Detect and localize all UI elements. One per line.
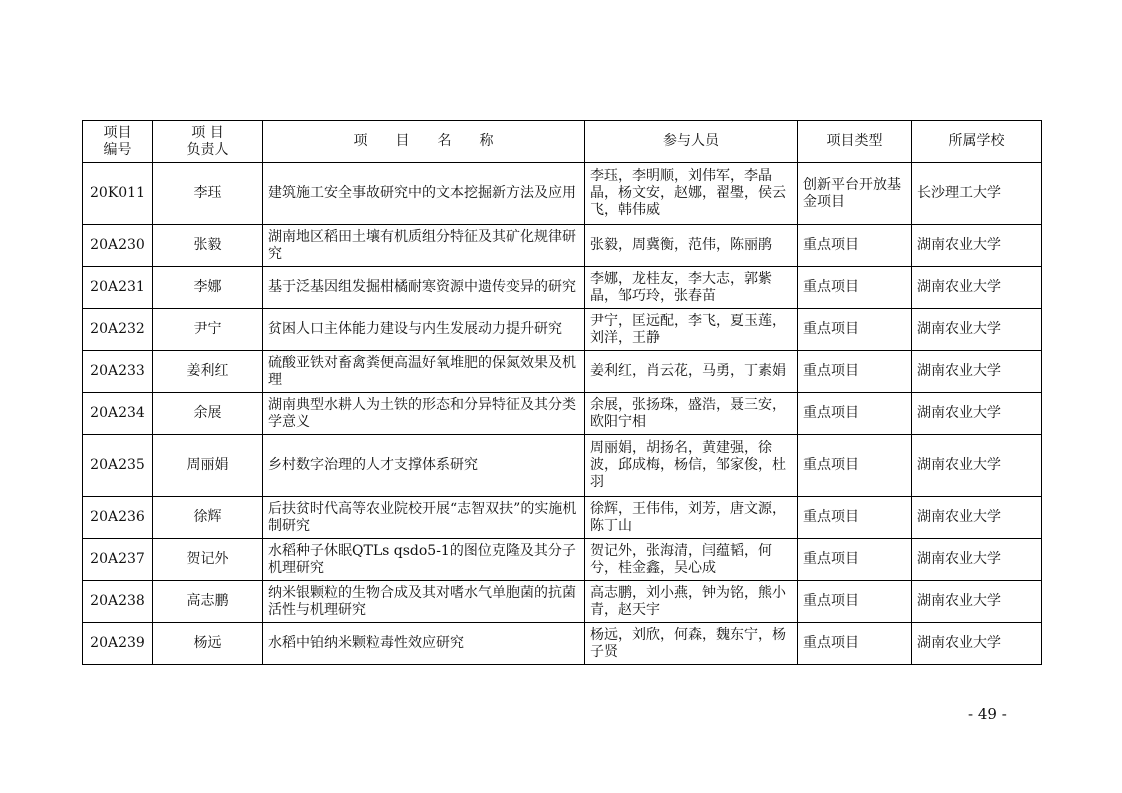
members-cell: 余展，张扬珠，盛浩，聂三安，欧阳宁相: [585, 393, 798, 435]
members-cell: 杨远，刘欣，何森，魏东宁，杨子贤: [585, 623, 798, 665]
project-type-cell: 创新平台开放基金项目: [798, 163, 912, 225]
project-id-cell: 20A239: [83, 623, 153, 665]
project-type-cell: 重点项目: [798, 309, 912, 351]
header-school: 所属学校: [912, 121, 1042, 163]
table-row: [83, 435, 1042, 497]
project-lead-cell: 周丽娟: [153, 435, 263, 497]
project-name-cell: 建筑施工安全事故研究中的文本挖掘新方法及应用: [263, 163, 585, 225]
project-name-cell: 水稻中铂纳米颗粒毒性效应研究: [263, 623, 585, 665]
project-lead-cell: 张毅: [153, 225, 263, 267]
header-project-type: 项目类型: [798, 121, 912, 163]
school-cell: 湖南农业大学: [912, 623, 1042, 665]
project-type-cell: 重点项目: [798, 581, 912, 623]
project-id-cell: 20A231: [83, 267, 153, 309]
header-members: 参与人员: [585, 121, 798, 163]
school-cell: 湖南农业大学: [912, 351, 1042, 393]
table-row: [83, 267, 1042, 309]
school-cell: 长沙理工大学: [912, 163, 1042, 225]
school-cell: 湖南农业大学: [912, 435, 1042, 497]
project-name-cell: 硫酸亚铁对畜禽粪便高温好氧堆肥的保氮效果及机理: [263, 351, 585, 393]
header-project-lead: 项 目 负责人: [153, 121, 263, 163]
members-cell: 徐辉，王伟伟，刘芳，唐文源，陈丁山: [585, 497, 798, 539]
table-row: [83, 581, 1042, 623]
project-type-cell: 重点项目: [798, 539, 912, 581]
project-id-cell: 20A232: [83, 309, 153, 351]
members-cell: 李娜，龙桂友，李大志，郭紫晶，邹巧玲，张春苗: [585, 267, 798, 309]
table-row: [83, 539, 1042, 581]
project-name-cell: 湖南地区稻田土壤有机质组分特征及其矿化规律研究: [263, 225, 585, 267]
project-lead-cell: 尹宁: [153, 309, 263, 351]
project-type-cell: 重点项目: [798, 351, 912, 393]
school-cell: 湖南农业大学: [912, 225, 1042, 267]
members-cell: 周丽娟，胡扬名，黄建强，徐波，邱成梅，杨信，邹家俊，杜羽: [585, 435, 798, 497]
header-project-id: 项目 编号: [83, 121, 153, 163]
project-name-cell: 后扶贫时代高等农业院校开展“志智双扶”的实施机制研究: [263, 497, 585, 539]
project-table: [82, 120, 1042, 665]
project-id-cell: 20A230: [83, 225, 153, 267]
project-lead-cell: 李珏: [153, 163, 263, 225]
table-row: [83, 393, 1042, 435]
header-project-name: 项 目 名 称: [263, 121, 585, 163]
school-cell: 湖南农业大学: [912, 497, 1042, 539]
project-id-cell: 20A233: [83, 351, 153, 393]
project-type-cell: 重点项目: [798, 267, 912, 309]
project-type-cell: 重点项目: [798, 623, 912, 665]
table-row: [83, 163, 1042, 225]
members-cell: 姜利红，肖云花，马勇，丁素娟: [585, 351, 798, 393]
project-name-cell: 贫困人口主体能力建设与内生发展动力提升研究: [263, 309, 585, 351]
school-cell: 湖南农业大学: [912, 581, 1042, 623]
project-id-cell: 20A235: [83, 435, 153, 497]
project-lead-cell: 余展: [153, 393, 263, 435]
table-row: [83, 623, 1042, 665]
project-lead-cell: 高志鹏: [153, 581, 263, 623]
project-lead-cell: 李娜: [153, 267, 263, 309]
project-name-cell: 水稻种子休眠QTLs qsdo5-1的图位克隆及其分子机理研究: [263, 539, 585, 581]
table-row: [83, 225, 1042, 267]
project-lead-cell: 贺记外: [153, 539, 263, 581]
members-cell: 贺记外，张海清，闫蕴韬，何兮，桂金鑫，吴心成: [585, 539, 798, 581]
school-cell: 湖南农业大学: [912, 539, 1042, 581]
members-cell: 尹宁，匡远配，李飞，夏玉莲，刘洋，王静: [585, 309, 798, 351]
members-cell: 张毅，周冀衡，范伟，陈丽鹃: [585, 225, 798, 267]
project-lead-cell: 姜利红: [153, 351, 263, 393]
project-id-cell: 20K011: [83, 163, 153, 225]
project-lead-cell: 杨远: [153, 623, 263, 665]
project-name-cell: 基于泛基因组发掘柑橘耐寒资源中遗传变异的研究: [263, 267, 585, 309]
header-row: [83, 121, 1042, 163]
project-name-cell: 湖南典型水耕人为土铁的形态和分异特征及其分类学意义: [263, 393, 585, 435]
members-cell: 高志鹏，刘小燕，钟为铭，熊小青，赵天宇: [585, 581, 798, 623]
project-type-cell: 重点项目: [798, 225, 912, 267]
table-row: [83, 309, 1042, 351]
table-row: [83, 351, 1042, 393]
table-body: [83, 163, 1042, 665]
project-id-cell: 20A234: [83, 393, 153, 435]
table-header: [83, 121, 1042, 163]
project-type-cell: 重点项目: [798, 393, 912, 435]
page-number: - 49 -: [968, 705, 1007, 723]
project-type-cell: 重点项目: [798, 435, 912, 497]
project-name-cell: 纳米银颗粒的生物合成及其对嗜水气单胞菌的抗菌活性与机理研究: [263, 581, 585, 623]
project-lead-cell: 徐辉: [153, 497, 263, 539]
members-cell: 李珏，李明顺，刘伟军，李晶晶，杨文安，赵娜，翟璺，侯云飞，韩伟威: [585, 163, 798, 225]
table-row: [83, 497, 1042, 539]
project-type-cell: 重点项目: [798, 497, 912, 539]
school-cell: 湖南农业大学: [912, 309, 1042, 351]
school-cell: 湖南农业大学: [912, 267, 1042, 309]
project-id-cell: 20A238: [83, 581, 153, 623]
project-id-cell: 20A237: [83, 539, 153, 581]
project-name-cell: 乡村数字治理的人才支撑体系研究: [263, 435, 585, 497]
school-cell: 湖南农业大学: [912, 393, 1042, 435]
project-id-cell: 20A236: [83, 497, 153, 539]
